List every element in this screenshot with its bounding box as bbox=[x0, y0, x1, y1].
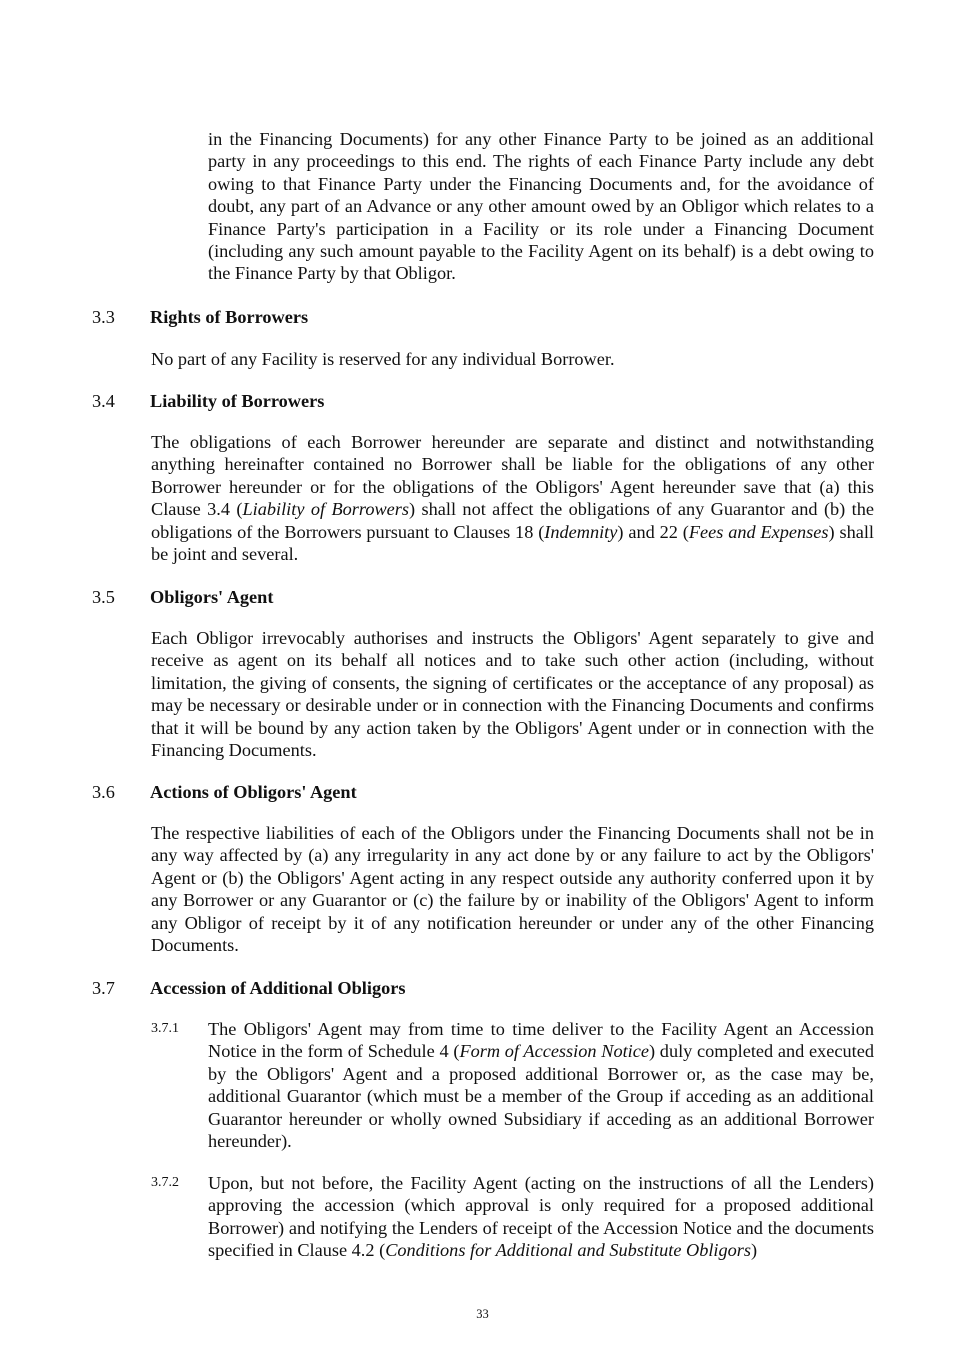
continuation-paragraph bbox=[208, 128, 874, 285]
clause-reference: Liability of Borrowers bbox=[242, 499, 410, 520]
section-body-3-6 bbox=[151, 822, 874, 956]
text-run: No part of any Facility is reserved for any individual Borrower. bbox=[151, 349, 615, 369]
section-heading-3-4 bbox=[92, 390, 324, 412]
text-run: Upon, but not before, the Facility Agent (acting on the instructions of all the Lenders) approving the accession (which approval is only required for a proposed additional Borrower) and notifying the Lenders of receipt of the Accession Notice and the documents specified in Clause 4.2 ( bbox=[208, 1173, 874, 1261]
subclause-number: 3.7.1 bbox=[151, 1021, 179, 1036]
text-run: The obligations of each Borrower hereunder are separate and distinct and notwithstanding anything hereinafter contained no Borrower shall be liable for the obligations of any other Borrower hereunder or for the obligations of the Obligors' Agent hereunder save that (a) this Clause 3.4 ( bbox=[151, 432, 874, 520]
text-run: The respective liabilities of each of the Obligors under the Financing Documents shall not be in any way affected by (a) any irregularity in any act done by or any failure to act by the Obligors' Agent or (b) the Obligors' Agent acting in any respect outside any authority conferred upon it by any Borrower or any Guarantor or (c) the failure by or inability of the Obligors' Agent to inform any Obligor of receipt by it of any notification hereunder or under any of the other Financing Documents. bbox=[151, 823, 874, 956]
section-number: 3.4 bbox=[92, 391, 115, 411]
clause-reference: Form of Accession Notice bbox=[459, 1041, 649, 1062]
section-number: 3.5 bbox=[92, 587, 115, 607]
text-run: Each Obligor irrevocably authorises and instructs the Obligors' Agent separately to give and receive as agent on its behalf all notices and to take such other action (including, without limitation, the giving of consents, the signing of certificates or the acceptance of any proposal) as may be necessary or desirable under or in connection with the Financing Documents and confirms that it will be bound by any action taken by the Obligors' Agent under or in connection with the Financing Documents. bbox=[151, 628, 874, 761]
section-heading-3-3 bbox=[92, 306, 308, 328]
subclause-number: 3.7.2 bbox=[151, 1175, 179, 1190]
text-run: in the Financing Documents) for any other Finance Party to be joined as an additional party in any proceedings to this end. The rights of each Finance Party include any debt owing to that Finance Party under the Financing Documents and, for the avoidance of doubt, any part of an Advance or any other amount owed by an Obligor which relates to a Finance Party's participation in a Facility or its role under a Financing Document (including any such amount payable to the Facility Agent on its behalf) is a debt owing to the Finance Party by that Obligor. bbox=[208, 129, 874, 284]
text-run: ) and 22 ( bbox=[617, 521, 689, 542]
subclause-body bbox=[208, 1018, 874, 1152]
section-body-3-4 bbox=[151, 431, 874, 565]
text-run: The Obligors' Agent may from time to time deliver to the Facility Agent an Accession Notice in the form of Schedule 4 ( bbox=[208, 1019, 874, 1062]
section-heading-3-6 bbox=[92, 781, 357, 803]
section-title: Actions of Obligors' Agent bbox=[150, 782, 357, 802]
clause-reference: Conditions for Additional and Substitute Obligors bbox=[385, 1240, 752, 1261]
section-number: 3.3 bbox=[92, 307, 115, 327]
section-heading-3-7 bbox=[92, 977, 405, 999]
subclause-3-7-2 bbox=[151, 1172, 874, 1262]
text-run: ) shall be joint and several. bbox=[151, 521, 874, 565]
section-number: 3.7 bbox=[92, 978, 115, 998]
subclause-3-7-1 bbox=[151, 1018, 874, 1152]
section-title: Obligors' Agent bbox=[150, 587, 274, 607]
clause-reference: Fees and Expenses bbox=[688, 521, 829, 542]
text-run: ) duly completed and executed by the Obligors' Agent and a proposed additional Borrower or, as the case may be, additional Guarantor (which must be a member of the Group if acceding as an additional Guarantor hereunder or wholly owned Subsidiary if acceding as an additional Borrower hereunder). bbox=[208, 1041, 875, 1152]
section-number: 3.6 bbox=[92, 782, 115, 802]
text-run: ) shall not affect the obligations of any Guarantor and (b) the obligations of the Borrowers pursuant to Clauses 18 ( bbox=[151, 499, 874, 542]
clause-reference: Indemnity bbox=[544, 521, 618, 542]
section-body-3-3 bbox=[151, 348, 874, 370]
text-run: ) bbox=[751, 1240, 758, 1261]
section-body-3-5 bbox=[151, 627, 874, 761]
page-number: 33 bbox=[476, 1307, 489, 1321]
section-heading-3-5 bbox=[92, 586, 273, 608]
section-title: Accession of Additional Obligors bbox=[150, 978, 406, 998]
section-title: Rights of Borrowers bbox=[150, 307, 309, 327]
subclause-body bbox=[208, 1172, 874, 1262]
section-title: Liability of Borrowers bbox=[150, 391, 325, 411]
